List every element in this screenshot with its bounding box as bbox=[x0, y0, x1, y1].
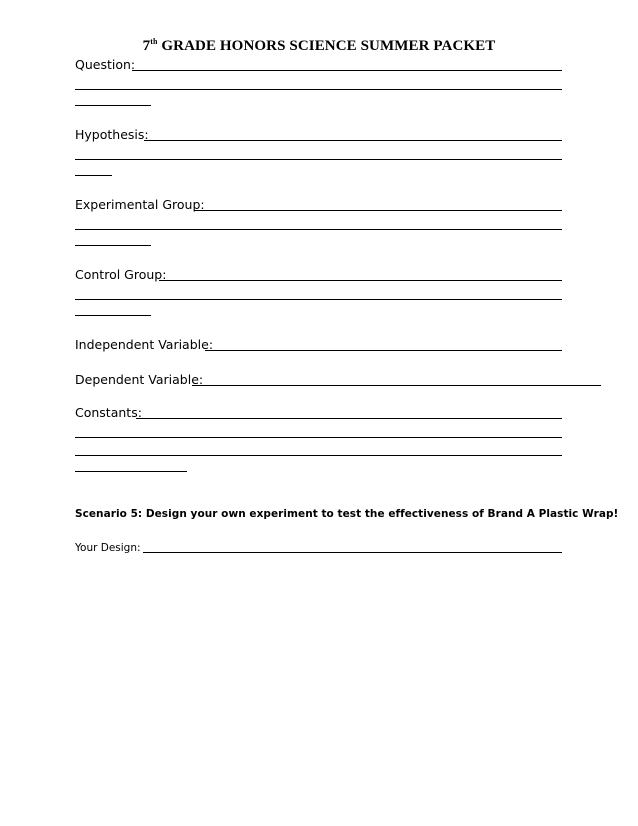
experimental-group-line-2[interactable] bbox=[75, 229, 562, 230]
dependent-variable-label: Dependent Variable: bbox=[75, 372, 204, 387]
control-group-line-3[interactable] bbox=[75, 315, 151, 316]
grade-number: 7 bbox=[142, 38, 151, 54]
control-group-line-2[interactable] bbox=[75, 299, 562, 300]
independent-variable-label: Independent Variable: bbox=[75, 337, 214, 352]
question-answer-line-2[interactable] bbox=[75, 89, 562, 90]
constants-line-2[interactable] bbox=[75, 437, 562, 438]
constants-label: Constants: bbox=[75, 405, 142, 420]
question-label: Question: bbox=[75, 57, 136, 72]
title-text: GRADE HONORS SCIENCE SUMMER PACKET bbox=[157, 38, 496, 54]
experimental-group-line-1[interactable] bbox=[194, 210, 562, 211]
question-answer-line-1[interactable] bbox=[132, 70, 562, 71]
constants-line-3[interactable] bbox=[75, 455, 562, 456]
experimental-group-line-3[interactable] bbox=[75, 245, 151, 246]
question-answer-line-3[interactable] bbox=[75, 105, 151, 106]
dependent-variable-line[interactable] bbox=[192, 385, 601, 386]
page-title bbox=[0, 38, 638, 55]
hypothesis-answer-line-1[interactable] bbox=[144, 140, 562, 141]
independent-variable-line[interactable] bbox=[205, 350, 562, 351]
grade-suffix: th bbox=[150, 37, 158, 46]
control-group-line-1[interactable] bbox=[159, 280, 562, 281]
hypothesis-label: Hypothesis: bbox=[75, 127, 149, 142]
scenario-prompt: Scenario 5: Design your own experiment to test the effectiveness of Brand A Plastic Wrap! bbox=[75, 508, 619, 520]
your-design-label: Your Design: bbox=[75, 542, 141, 554]
hypothesis-answer-line-2[interactable] bbox=[75, 159, 562, 160]
hypothesis-answer-line-3[interactable] bbox=[75, 175, 112, 176]
control-group-label: Control Group: bbox=[75, 267, 167, 282]
constants-line-1[interactable] bbox=[136, 418, 562, 419]
experimental-group-label: Experimental Group: bbox=[75, 197, 205, 212]
constants-line-4[interactable] bbox=[75, 471, 187, 472]
your-design-line[interactable] bbox=[143, 552, 562, 553]
